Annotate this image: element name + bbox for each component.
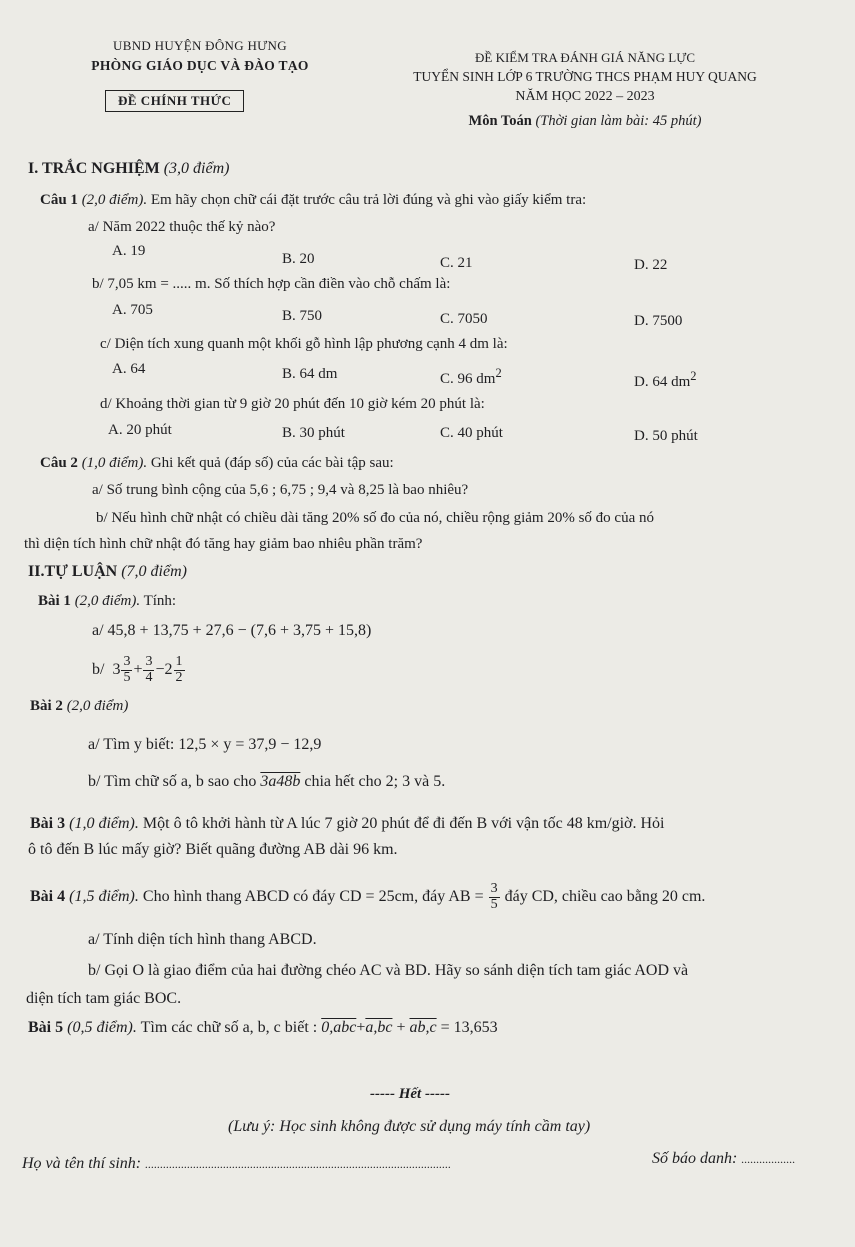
candidate-name-dots: ...................................................................................................... (145, 1157, 452, 1171)
q2-text: Ghi kết quả (đáp số) của các bài tập sau: (150, 455, 394, 471)
q1a-option-a: A. 19 (112, 243, 146, 259)
q1a-option-c: C. 21 (440, 255, 473, 271)
bai2b-pre: b/ Tìm chữ số a, b sao cho (88, 773, 257, 790)
exam-title-block (350, 50, 820, 133)
q1-text: Em hãy chọn chữ cái đặt trước câu trả lời đúng và ghi vào giấy kiểm tra: (150, 192, 587, 208)
department-header (40, 38, 360, 74)
bai4b-text-line2: diện tích tam giác BOC. (26, 990, 182, 1007)
bai4-fraction (489, 882, 500, 912)
plus-sign: + (133, 660, 143, 678)
fraction-3-num: 1 (175, 654, 183, 669)
department-name: PHÒNG GIÁO DỤC VÀ ĐÀO TẠO (91, 58, 309, 73)
candidate-id-row (652, 1150, 795, 1168)
q2-line (40, 455, 394, 472)
bai4-fraction-num: 3 (490, 881, 498, 896)
bai1-label: Bài 1 (38, 593, 71, 609)
q2a-text: a/ Số trung bình cộng của 5,6 ; 6,75 ; 9,4 và 8,25 là bao nhiêu? (92, 482, 469, 498)
q1d-option-a: A. 20 phút (108, 422, 172, 438)
q1-label: Câu 1 (40, 192, 78, 208)
q1-line (40, 192, 586, 209)
bai4-points: (1,5 điểm). (69, 887, 139, 905)
fraction-1-den: 5 (123, 669, 131, 685)
overlined-term-1: 0,abc (321, 1019, 357, 1036)
q1d-option-c: C. 40 phút (440, 425, 503, 441)
q1c-option-b: B. 64 dm (282, 366, 338, 382)
fraction-2-num: 3 (145, 654, 153, 669)
bai2b-post: chia hết cho 2; 3 và 5. (304, 773, 446, 790)
bai4b-text-line1: b/ Gọi O là giao điểm của hai đường chéo AC và BD. Hãy so sánh diện tích tam giác AOD và (88, 962, 689, 979)
bai1b-prefix: b/ (92, 660, 105, 678)
part2-title: II.TỰ LUẬN (28, 563, 118, 580)
part1-heading (28, 160, 229, 178)
bai4-fraction-den: 5 (490, 896, 498, 912)
bai5-label: Bài 5 (28, 1019, 64, 1036)
q1b-option-b: B. 750 (282, 308, 323, 324)
bai2-label: Bài 2 (30, 698, 63, 714)
bai3-label: Bài 3 (30, 815, 66, 832)
overlined-term-2: a,bc (365, 1019, 393, 1036)
plus-sign-2: + (396, 1019, 406, 1036)
q1-points: (2,0 điểm). (81, 192, 148, 208)
q2-points: (1,0 điểm). (81, 455, 148, 471)
exam-school: TUYỂN SINH LỚP 6 TRƯỜNG THCS PHẠM HUY QUANG (413, 69, 757, 84)
part1-points: (3,0 điểm) (163, 160, 230, 177)
time-limit: (Thời gian làm bài: 45 phút) (535, 113, 702, 129)
q1c-option-d (634, 369, 697, 391)
q1a-text: a/ Năm 2022 thuộc thế kỷ nào? (88, 219, 276, 235)
bai2b-line (88, 773, 445, 791)
q1c-option-a: A. 64 (112, 361, 146, 377)
bai2-points: (2,0 điểm) (66, 698, 129, 714)
fraction-2 (143, 655, 154, 685)
bai2a-text: a/ Tìm y biết: 12,5 × y = 37,9 − 12,9 (88, 736, 322, 753)
part1-title: I. TRẮC NGHIỆM (28, 160, 160, 177)
q1c-option-c (440, 366, 502, 388)
bai5-line (28, 1019, 498, 1037)
bai5-result: = 13,653 (440, 1019, 498, 1036)
fraction-2-den: 4 (145, 669, 153, 685)
school-year: NĂM HỌC 2022 – 2023 (515, 89, 655, 104)
subject-line (350, 113, 820, 130)
q1c-option-d-exponent: 2 (690, 369, 697, 383)
bai1-line (38, 593, 176, 610)
q1d-text: d/ Khoảng thời gian từ 9 giờ 20 phút đến 10 giờ kém 20 phút là: (100, 396, 485, 412)
q2b-text-line1: b/ Nếu hình chữ nhật có chiều dài tăng 20% số đo của nó, chiều rộng giảm 20% số đo của nó (96, 510, 654, 526)
plus-sign-1: + (356, 1019, 366, 1036)
q1a-option-d: D. 22 (634, 257, 668, 273)
bai4-line (30, 882, 705, 912)
bai5-points: (0,5 điểm). (67, 1019, 137, 1036)
part2-points: (7,0 điểm) (121, 563, 187, 580)
q1b-option-a: A. 705 (112, 302, 153, 318)
overlined-number: 3a48b (260, 773, 301, 790)
candidate-id-dots: .................. (741, 1152, 796, 1166)
q1c-option-c-exponent: 2 (495, 366, 502, 380)
q1c-option-c-text: C. 96 dm (440, 371, 496, 387)
q1c-option-d-text: D. 64 dm (634, 374, 691, 390)
bai3-line1 (30, 815, 665, 833)
q1a-option-b: B. 20 (282, 251, 315, 267)
q1b-text: b/ 7,05 km = ..... m. Số thích hợp cần điền vào chỗ chấm là: (92, 276, 451, 292)
subject-name: Môn Toán (468, 113, 532, 129)
q2-label: Câu 2 (40, 455, 78, 471)
q2b-text-line2: thì diện tích hình chữ nhật đó tăng hay giảm bao nhiêu phần trăm? (24, 536, 423, 552)
fraction-3-den: 2 (175, 669, 183, 685)
q1d-option-d: D. 50 phút (634, 428, 698, 444)
end-marker: ----- Hết ----- (370, 1086, 450, 1102)
bai4-text-post: đáy CD, chiều cao bằng 20 cm. (504, 887, 706, 905)
overlined-term-3: ab,c (409, 1019, 437, 1036)
bai1a-expression: a/ 45,8 + 13,75 + 27,6 − (7,6 + 3,75 + 15,8) (92, 622, 372, 639)
bai5-text: Tìm các chữ số a, b, c biết : (140, 1019, 318, 1036)
bai1b-expression (92, 655, 186, 685)
fraction-1 (121, 655, 132, 685)
bai3-line2: ô tô đến B lúc mấy giờ? Biết quãng đường AB dài 96 km. (28, 841, 398, 858)
district-name: UBND HUYỆN ĐÔNG HƯNG (113, 38, 287, 53)
q1b-option-d: D. 7500 (634, 313, 683, 329)
bai1-text: Tính: (143, 593, 177, 609)
candidate-name-row (22, 1155, 451, 1173)
q1c-text: c/ Diện tích xung quanh một khối gỗ hình lập phương cạnh 4 dm là: (100, 336, 508, 352)
bai4-label: Bài 4 (30, 887, 66, 905)
candidate-id-label: Số báo danh: (652, 1150, 738, 1167)
mixed-whole-1: 3 (112, 660, 121, 678)
fraction-1-num: 3 (123, 654, 131, 669)
bai2-line (30, 698, 128, 715)
part2-heading (28, 563, 187, 581)
bai4-text-pre: Cho hình thang ABCD có đáy CD = 25cm, đáy AB = (142, 887, 484, 905)
exam-title: ĐỀ KIỂM TRA ĐÁNH GIÁ NĂNG LỰC (474, 50, 695, 65)
bai4a-text: a/ Tính diện tích hình thang ABCD. (88, 931, 317, 948)
candidate-name-label: Họ và tên thí sinh: (22, 1155, 142, 1172)
q1b-option-c: C. 7050 (440, 311, 488, 327)
fraction-3 (174, 655, 185, 685)
bai1-points: (2,0 điểm). (74, 593, 141, 609)
official-stamp-box: ĐỀ CHÍNH THỨC (105, 90, 244, 112)
bai3-text-1: Một ô tô khởi hành từ A lúc 7 giờ 20 phút để đi đến B với vận tốc 48 km/giờ. Hỏi (142, 815, 665, 832)
calculator-note: (Lưu ý: Học sinh không được sử dụng máy tính cầm tay) (228, 1118, 591, 1135)
bai3-points: (1,0 điểm). (69, 815, 139, 832)
q1d-option-b: B. 30 phút (282, 425, 345, 441)
minus-whole: −2 (155, 660, 173, 678)
